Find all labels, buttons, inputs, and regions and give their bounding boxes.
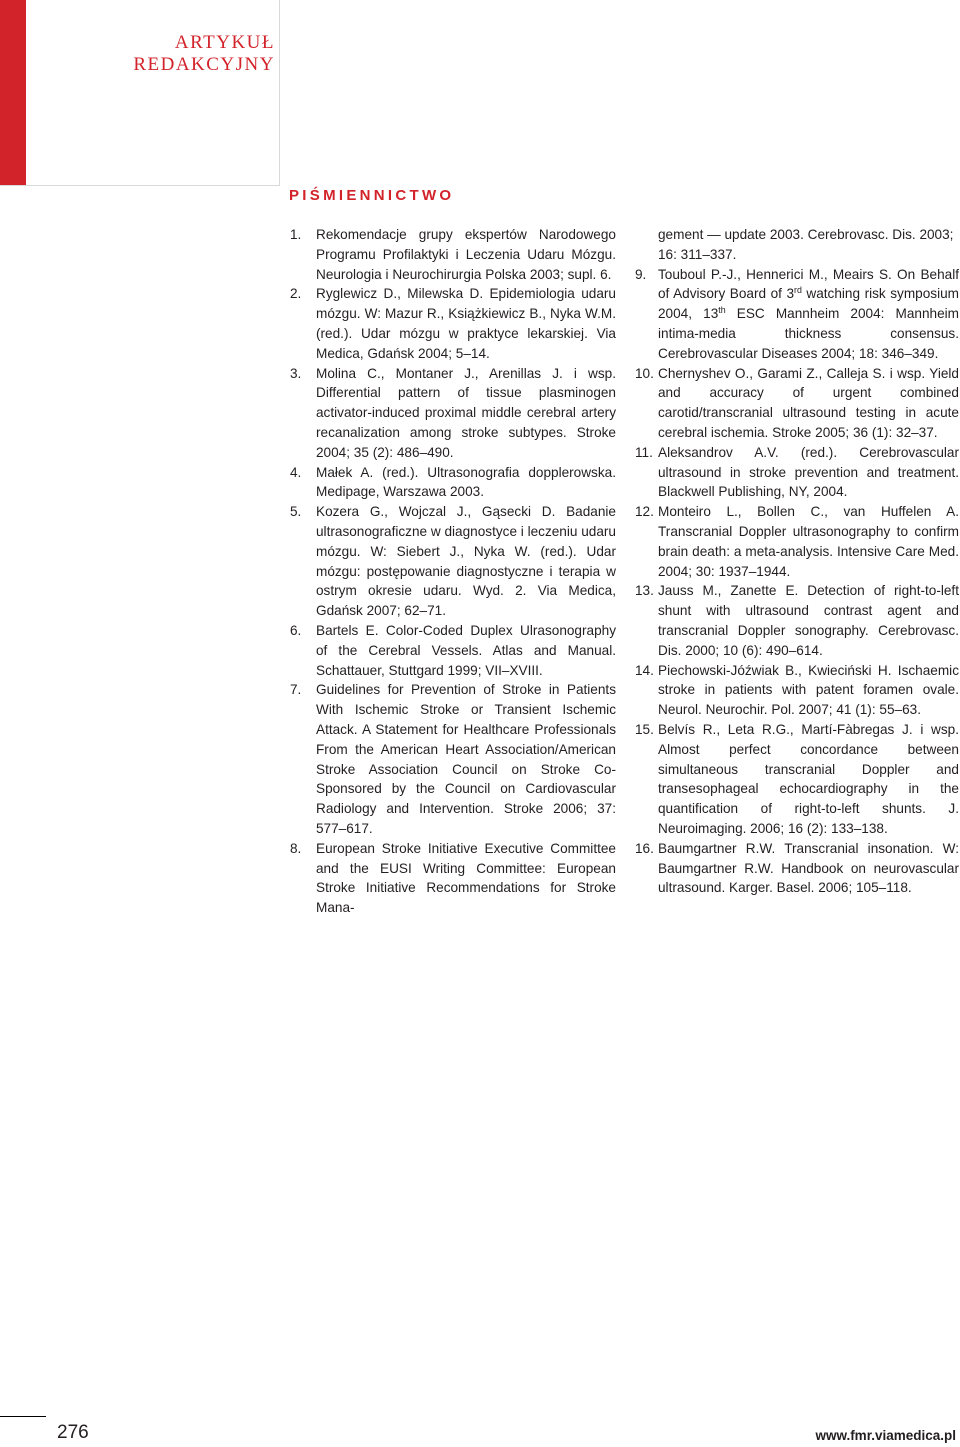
reference-item: [635, 839, 959, 898]
reference-text-part: Touboul P.-J., Hennerici M., Meairs S. On Behalf of Advisory Board of 3: [658, 266, 959, 302]
reference-text: Rekomendacje grupy ekspertów Narodowego Programu Profilaktyki i Leczenia Udaru Mózgu. Neurologia i Neurochirurgia Polska 2003; supl. 6.: [316, 227, 616, 282]
reference-text: European Stroke Initiative Executive Committee and the EUSI Writing Committee: European Stroke Initiative Recommendations for Stroke Mana-: [316, 840, 616, 916]
reference-item: [290, 621, 616, 680]
superscript: th: [718, 305, 726, 316]
reference-item: [635, 443, 959, 502]
references-list-right: [635, 225, 959, 898]
reference-text: Monteiro L., Bollen C., van Huffelen A. Transcranial Doppler ultrasonography to confirm brain death: a meta-analysis. Intensive Care Med. 2004; 30: 1937–1944.: [658, 504, 959, 579]
reference-item: [290, 284, 616, 363]
reference-number: 15.: [635, 721, 654, 737]
website-url: www.fmr.viamedica.pl: [815, 1428, 956, 1443]
reference-item: [290, 839, 616, 918]
reference-text: [658, 267, 959, 361]
reference-item: [635, 720, 959, 839]
reference-item: [290, 502, 616, 621]
reference-number: 13.: [635, 583, 654, 599]
reference-item: [290, 680, 616, 838]
reference-text: Bartels E. Color-Coded Duplex Ulrasonography of the Cerebral Vessels. Atlas and Manual. Schattauer, Stuttgard 1999; VII–XVIII.: [316, 622, 616, 678]
reference-number: 11.: [635, 444, 653, 460]
reference-text: Guidelines for Prevention of Stroke in Patients With Ischemic Stroke or Transient Ischemic Attack. A Statement for Healthcare Professionals From the American Heart Association/American Stroke Association Council on Stroke Co-Sponsored by the Council on Cardiovascular Radiology and Intervention. Stroke 2006; 37: 577–617.: [316, 682, 616, 836]
reference-text: Aleksandrov A.V. (red.). Cerebrovascular ultrasound in stroke prevention and treatment. Blackwell Publishing, NY, 2004.: [658, 444, 959, 500]
reference-text: Kozera G., Wojczal J., Gąsecki D. Badanie ultrasonograficzne w diagnostyce i leczeniu udaru mózgu. W: Siebert J., Nyka W. (red.). Udar mózgu: postępowanie diagnostyczne i terapia w ostrym okresie udaru. Wyd. 2. Via Medica, Gdańsk 2007; 62–71.: [316, 504, 616, 619]
reference-number: 9.: [635, 266, 647, 282]
reference-number: 4.: [290, 464, 302, 480]
reference-number: 12.: [635, 504, 654, 520]
footer-divider: [0, 1416, 46, 1417]
reference-number: 1.: [290, 227, 302, 242]
reference-number: 14.: [635, 662, 654, 678]
reference-text: Małek A. (red.). Ultrasonografia dopplerowska. Medipage, Warszawa 2003.: [316, 464, 616, 500]
reference-text: Ryglewicz D., Milewska D. Epidemiologia udaru mózgu. W: Mazur R., Książkiewicz B., Nyka W.M. (red.). Udar mózgu w praktyce lekarskiej. Via Medica, Gdańsk 2004; 5–14.: [316, 286, 616, 361]
references-list-left: [290, 225, 616, 918]
reference-number: 3.: [290, 365, 302, 381]
reference-text: Baumgartner R.W. Transcranial insonation. W: Baumgartner R.W. Handbook on neurovascular ultrasound. Karger. Basel. 2006; 105–118.: [658, 840, 959, 896]
reference-item: [290, 364, 616, 463]
reference-item: [290, 463, 616, 503]
reference-text: Piechowski-Jóźwiak B., Kwieciński H. Ischaemic stroke in patients with patent foramen ovale. Neurol. Neurochir. Pol. 2007; 41 (1): 55–63.: [658, 662, 959, 718]
reference-item: [635, 661, 959, 720]
reference-text-part: ESC Mannheim 2004: Mannheim intima-media thickness consensus. Cerebrovascular Diseases 2004; 18: 346–349.: [658, 306, 960, 361]
page-number: 276: [57, 1422, 89, 1443]
reference-continuation: gement — update 2003. Cerebrovasc. Dis. 2003; 16: 311–337.: [658, 227, 954, 262]
reference-item: [635, 364, 959, 443]
reference-text: Jauss M., Zanette E. Detection of right-to-left shunt with ultrasound contrast agent and transcranial Doppler sonography. Cerebrovasc. Dis. 2000; 10 (6): 490–614.: [658, 583, 959, 658]
reference-number: 2.: [290, 286, 302, 302]
section-label-line1: ARTYKUŁ: [174, 32, 275, 53]
reference-text: Molina C., Montaner J., Arenillas J. i wsp. Differential pattern of tissue plasminogen activator-induced proximal middle cerebral artery recanalization among stroke subtypes. Stroke 2004; 35 (2): 486–490.: [316, 365, 616, 460]
reference-item: [635, 502, 959, 581]
reference-text: Chernyshev O., Garami Z., Calleja S. i wsp. Yield and accuracy of urgent combined carotid/transcranial ultrasound testing in acute cerebral ischemia. Stroke 2005; 36 (1): 32–37.: [658, 365, 959, 440]
reference-number: 7.: [290, 682, 302, 698]
reference-text-part: watching risk symposium 2004, 13: [658, 286, 959, 322]
section-label-line2: REDAKCYJNY: [133, 54, 275, 75]
reference-number: 10.: [635, 365, 654, 381]
reference-number: 16.: [635, 840, 654, 856]
reference-number: 6.: [290, 622, 302, 638]
reference-number: 5.: [290, 504, 302, 520]
superscript: rd: [794, 285, 802, 296]
reference-item: [635, 265, 959, 364]
reference-number: 8.: [290, 840, 302, 856]
section-label-box: [0, 0, 280, 186]
references-heading: PIŚMIENNICTWO: [289, 187, 455, 204]
reference-item: [635, 581, 959, 660]
reference-text: Belvís R., Leta R.G., Martí-Fàbregas J. i wsp. Almost perfect concordance between simultaneous transcranial Doppler and transesophageal echocardiography in the quantification of right-to-left shunts. J. Neuroimaging. 2006; 16 (2): 133–138.: [658, 721, 959, 836]
section-label: [133, 32, 275, 76]
reference-item: [290, 225, 616, 284]
